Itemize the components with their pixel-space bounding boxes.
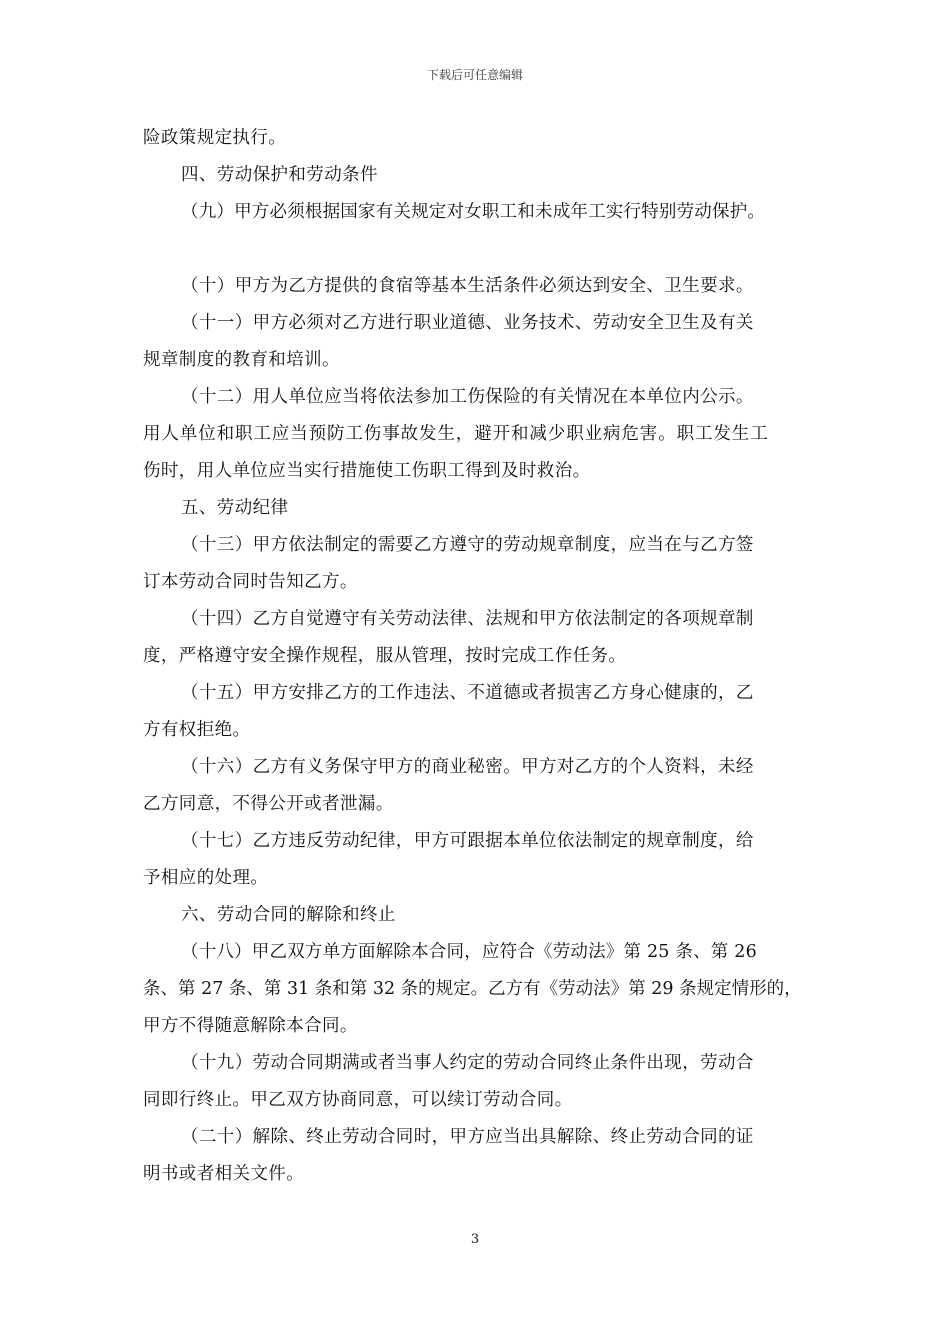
paragraph-line: （十五）甲方安排乙方的工作违法、不道德或者损害乙方身心健康的，乙 xyxy=(181,683,754,703)
section-heading: 四、劳动保护和劳动条件 xyxy=(181,165,378,185)
paragraph-line: 乙方同意，不得公开或者泄漏。 xyxy=(143,794,394,814)
paragraph-line: （十）甲方为乙方提供的食宿等基本生活条件必须达到安全、卫生要求。 xyxy=(181,276,754,296)
blank-line xyxy=(143,231,813,268)
paragraph-line: 订本劳动合同时告知乙方。 xyxy=(143,572,358,592)
paragraph-line: 险政策规定执行。 xyxy=(143,128,287,148)
paragraph-line: 甲方不得随意解除本合同。 xyxy=(143,1016,358,1036)
paragraph-line: （十七）乙方违反劳动纪律，甲方可跟据本单位依法制定的规章制度，给 xyxy=(181,831,754,851)
paragraph-line: 予相应的处理。 xyxy=(143,868,269,888)
paragraph-line: （十八）甲乙双方单方面解除本合同，应符合《劳动法》第 25 条、第 26 xyxy=(181,942,757,962)
paragraph-line: （十四）乙方自觉遵守有关劳动法律、法规和甲方依法制定的各项规章制 xyxy=(181,609,754,629)
paragraph-line: 明书或者相关文件。 xyxy=(143,1164,305,1184)
paragraph-line: （十一）甲方必须对乙方进行职业道德、业务技术、劳动安全卫生及有关 xyxy=(181,313,754,333)
paragraph-line: （十二）用人单位应当将依法参加工伤保险的有关情况在本单位内公示。 xyxy=(181,387,754,407)
page-number: 3 xyxy=(470,1232,480,1247)
paragraph-line: （九）甲方必须根据国家有关规定对女职工和未成年工实行特别劳动保护。 xyxy=(181,202,766,222)
paragraph-line: 伤时，用人单位应当实行措施使工伤职工得到及时救治。 xyxy=(143,461,591,481)
paragraph-line: （十六）乙方有义务保守甲方的商业秘密。甲方对乙方的个人资料，未经 xyxy=(181,757,754,777)
paragraph-line: （十三）甲方依法制定的需要乙方遵守的劳动规章制度，应当在与乙方签 xyxy=(181,535,754,555)
paragraph-line: 规章制度的教育和培训。 xyxy=(143,350,340,370)
paragraph-line: 度，严格遵守安全操作规程，服从管理，按时完成工作任务。 xyxy=(143,646,627,666)
document-body xyxy=(143,120,813,1193)
page-header: 下载后可任意编辑 xyxy=(426,68,523,82)
paragraph-line: 用人单位和职工应当预防工伤事故发生，避开和减少职业病危害。职工发生工 xyxy=(143,424,769,444)
paragraph-line: （十九）劳动合同期满或者当事人约定的劳动合同终止条件出现，劳动合 xyxy=(181,1053,754,1073)
paragraph-line: 条、第 27 条、第 31 条和第 32 条的规定。乙方有《劳动法》第 29 条规定情形的， xyxy=(143,979,802,999)
paragraph-line: （二十）解除、终止劳动合同时，甲方应当出具解除、终止劳动合同的证 xyxy=(181,1127,754,1147)
paragraph-line: 方有权拒绝。 xyxy=(143,720,251,740)
paragraph-line: 同即行终止。甲乙双方协商同意，可以续订劳动合同。 xyxy=(143,1090,573,1110)
section-heading: 六、劳动合同的解除和终止 xyxy=(181,905,396,925)
section-heading: 五、劳动纪律 xyxy=(181,498,289,518)
